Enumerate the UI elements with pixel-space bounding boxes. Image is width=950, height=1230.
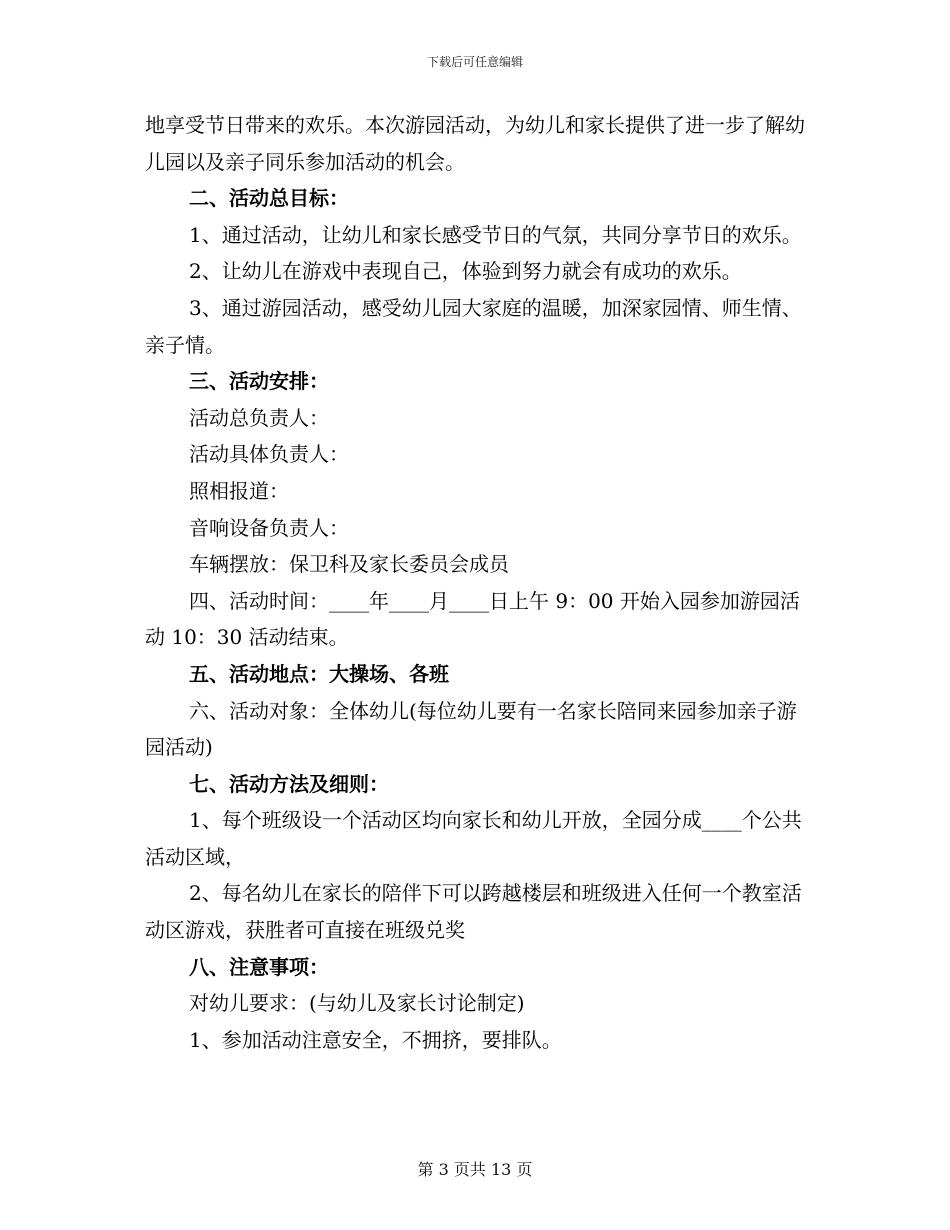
- document-body: [145, 107, 810, 1058]
- notes-child-requirements: 对幼儿要求：(与幼儿及家长讨论制定): [189, 991, 525, 1016]
- method-item-2: 2、每名幼儿在家长的陪伴下可以跨越楼层和班级进入任何一个教室活动区游戏，获胜者可直接在班级兑奖: [145, 881, 802, 943]
- section-heading-methods: 七、活动方法及细则：: [189, 771, 389, 796]
- arrangement-photo-report: 照相报道：: [189, 478, 289, 503]
- goal-item-1: 1、通过活动，让幼儿和家长感受节日的气氛，共同分享节日的欢乐。: [189, 222, 802, 247]
- notes-item-1: 1、参加活动注意安全，不拥挤，要排队。: [189, 1027, 562, 1052]
- paragraph-intro-continued: 地享受节日带来的欢乐。本次游园活动，为幼儿和家长提供了进一步了解幼儿园以及亲子同乐参加活动的机会。: [145, 113, 805, 174]
- arrangement-audio-lead: 音响设备负责人：: [189, 515, 349, 540]
- section-activity-time: 四、活动时间：____年____月____日上午 9：00 开始入园参加游园活动 10：30 活动结束。: [145, 588, 800, 650]
- page-footer: 第 3 页共 13 页: [417, 1160, 533, 1179]
- arrangement-specific-lead: 活动具体负责人：: [189, 442, 349, 467]
- section-heading-notes: 八、注意事项：: [189, 954, 329, 979]
- method-item-1: 1、每个班级设一个活动区均向家长和幼儿开放，全园分成____个公共活动区域，: [145, 808, 802, 869]
- section-activity-participants: 六、活动对象：全体幼儿(每位幼儿要有一名家长陪同来园参加亲子游园活动): [145, 698, 797, 760]
- goal-item-2: 2、让幼儿在游戏中表现自己，体验到努力就会有成功的欢乐。: [189, 259, 742, 284]
- goal-item-3: 3、通过游园活动，感受幼儿园大家庭的温暖，加深家园情、师生情、亲子情。: [145, 295, 802, 357]
- section-heading-goals: 二、活动总目标：: [189, 186, 349, 211]
- arrangement-vehicle-parking: 车辆摆放：保卫科及家长委员会成员: [189, 552, 509, 577]
- arrangement-general-lead: 活动总负责人：: [189, 405, 329, 430]
- section-activity-location: 五、活动地点：大操场、各班: [189, 661, 449, 686]
- section-heading-arrangement: 三、活动安排：: [189, 369, 329, 394]
- page-header: 下载后可任意编辑: [426, 55, 523, 69]
